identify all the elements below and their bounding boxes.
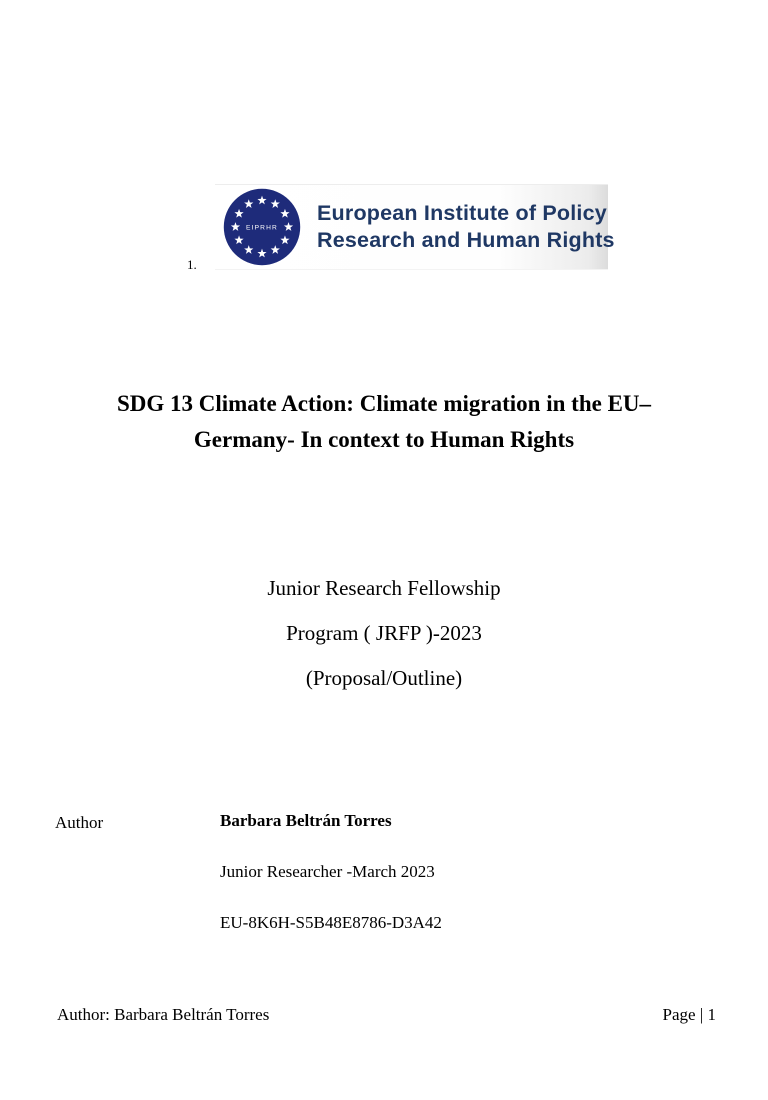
author-role: Junior Researcher -March 2023 (220, 862, 435, 881)
author-reference-id: EU-8K6H-S5B48E8786-D3A42 (220, 913, 442, 932)
institute-name-line1: European Institute of Policy (317, 201, 607, 225)
institute-name-line2: Research and Human Rights (317, 228, 615, 252)
footer-page-number: Page | 1 (662, 1005, 716, 1024)
page-footer (57, 1005, 716, 1025)
document-title (0, 386, 768, 458)
footer-author: Author: Barbara Beltrán Torres (57, 1005, 270, 1024)
list-number: 1. (187, 257, 197, 272)
author-details (220, 811, 442, 964)
institute-name (317, 200, 615, 254)
author-name: Barbara Beltrán Torres (220, 811, 392, 830)
emblem-acronym: EIPRHR (246, 224, 278, 232)
document-title-line2: Germany- In context to Human Rights (193, 427, 575, 452)
document-title-line1: SDG 13 Climate Action: Climate migration in the EU– (116, 391, 652, 416)
eu-stars-emblem-icon (223, 188, 301, 266)
institute-logo (215, 184, 615, 270)
subtitle-line1: Junior Research Fellowship (267, 576, 501, 600)
program-subtitle (0, 566, 768, 701)
subtitle-line2: Program ( JRFP )-2023 (286, 621, 482, 645)
author-label: Author (55, 813, 104, 832)
subtitle-line3: (Proposal/Outline) (305, 666, 463, 690)
